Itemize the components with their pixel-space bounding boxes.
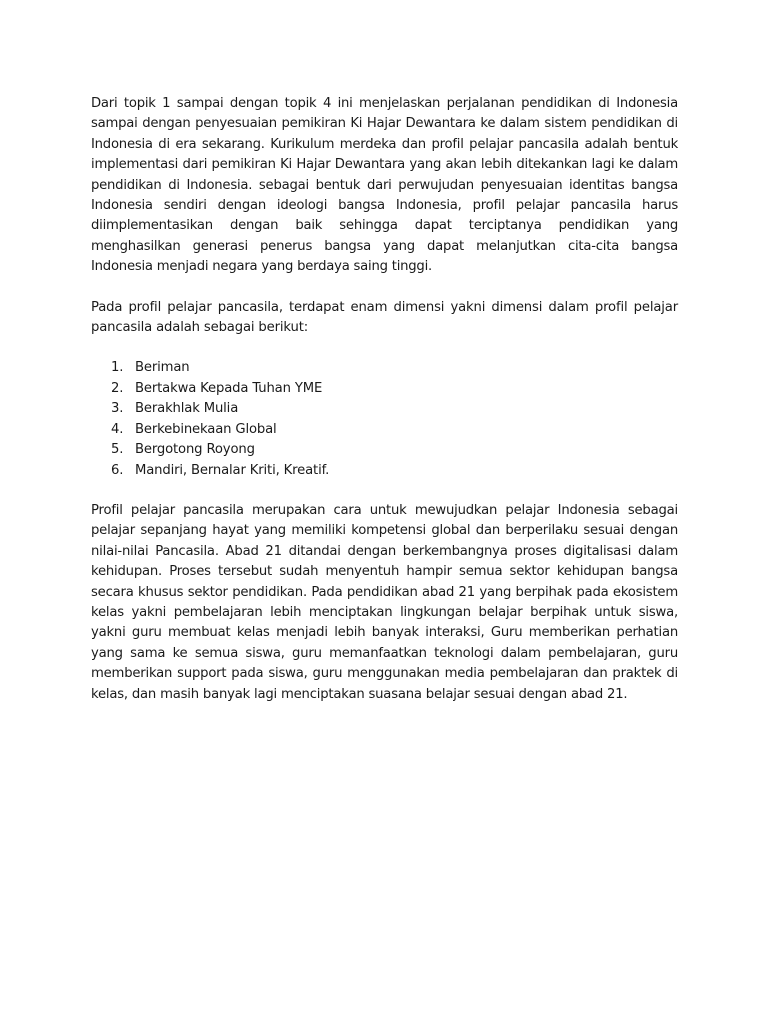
list-item-text: Bergotong Royong <box>135 442 255 458</box>
list-item-text: Bertakwa Kepada Tuhan YME <box>135 380 323 396</box>
list-item <box>111 358 678 378</box>
paragraph-intro: Dari topik 1 sampai dengan topik 4 ini menjelaskan perjalanan pendidikan di Indonesia sampai dengan penyesuaian pemikiran Ki Hajar Dewantara ke dalam sistem pendidikan di Indonesia di era sekarang. Kurikulum merdeka dan profil pelajar pancasila adalah bentuk implementasi dari pemikiran Ki Hajar Dewantara yang akan lebih ditekankan lagi ke dalam pendidikan di Indonesia. sebagai bentuk dari perwujudan penyesuaian identitas bangsa Indonesia sendiri dengan ideologi bangsa Indonesia, profil pelajar pancasila harus diimplementasikan dengan baik sehingga dapat terciptanya pendidikan yang menghasilkan generasi penerus bangsa yang dapat melanjutkan cita-cita bangsa Indonesia menjadi negara yang berdaya saing tinggi. <box>91 96 678 275</box>
paragraph-profile-description: Profil pelajar pancasila merupakan cara untuk mewujudkan pelajar Indonesia sebagai pelajar sepanjang hayat yang memiliki kompetensi global dan berperilaku sesuai dengan nilai-nilai Pancasila. Abad 21 ditandai dengan berkembangnya proses digitalisasi dalam kehidupan. Proses tersebut sudah menyentuh hampir semua sektor kehidupan bangsa secara khusus sektor pendidikan. Pada pendidikan abad 21 yang berpihak pada ekosistem kelas yakni pembelajaran lebih menciptakan lingkungan belajar berpihak untuk siswa, yakni guru membuat kelas menjadi lebih banyak interaksi, Guru memberikan perhatian yang sama ke semua siswa, guru memanfaatkan teknologi dalam pembelajaran, guru memberikan support pada siswa, guru menggunakan media pembelajaran dan praktek di kelas, dan masih banyak lagi menciptakan suasana belajar sesuai dengan abad 21. <box>91 502 678 702</box>
list-item <box>111 440 678 460</box>
list-item-number: 4. <box>111 421 124 437</box>
list-item-number: 5. <box>111 442 124 458</box>
list-item-number: 2. <box>111 380 124 396</box>
list-item <box>111 420 678 440</box>
list-item-number: 3. <box>111 401 124 417</box>
dimensions-list <box>91 358 678 480</box>
document-page <box>91 94 678 705</box>
list-item-number: 6. <box>111 462 124 478</box>
paragraph-dimensions-intro: Pada profil pelajar pancasila, terdapat enam dimensi yakni dimensi dalam profil pelajar pancasila adalah sebagai berikut: <box>91 299 678 336</box>
list-item <box>111 379 678 399</box>
list-item <box>111 461 678 481</box>
list-item-text: Mandiri, Bernalar Kriti, Kreatif. <box>135 462 330 478</box>
list-item-text: Beriman <box>135 360 190 376</box>
list-item-number: 1. <box>111 360 124 376</box>
list-item <box>111 399 678 419</box>
list-item-text: Berkebinekaan Global <box>135 421 277 437</box>
list-item-text: Berakhlak Mulia <box>135 401 239 417</box>
